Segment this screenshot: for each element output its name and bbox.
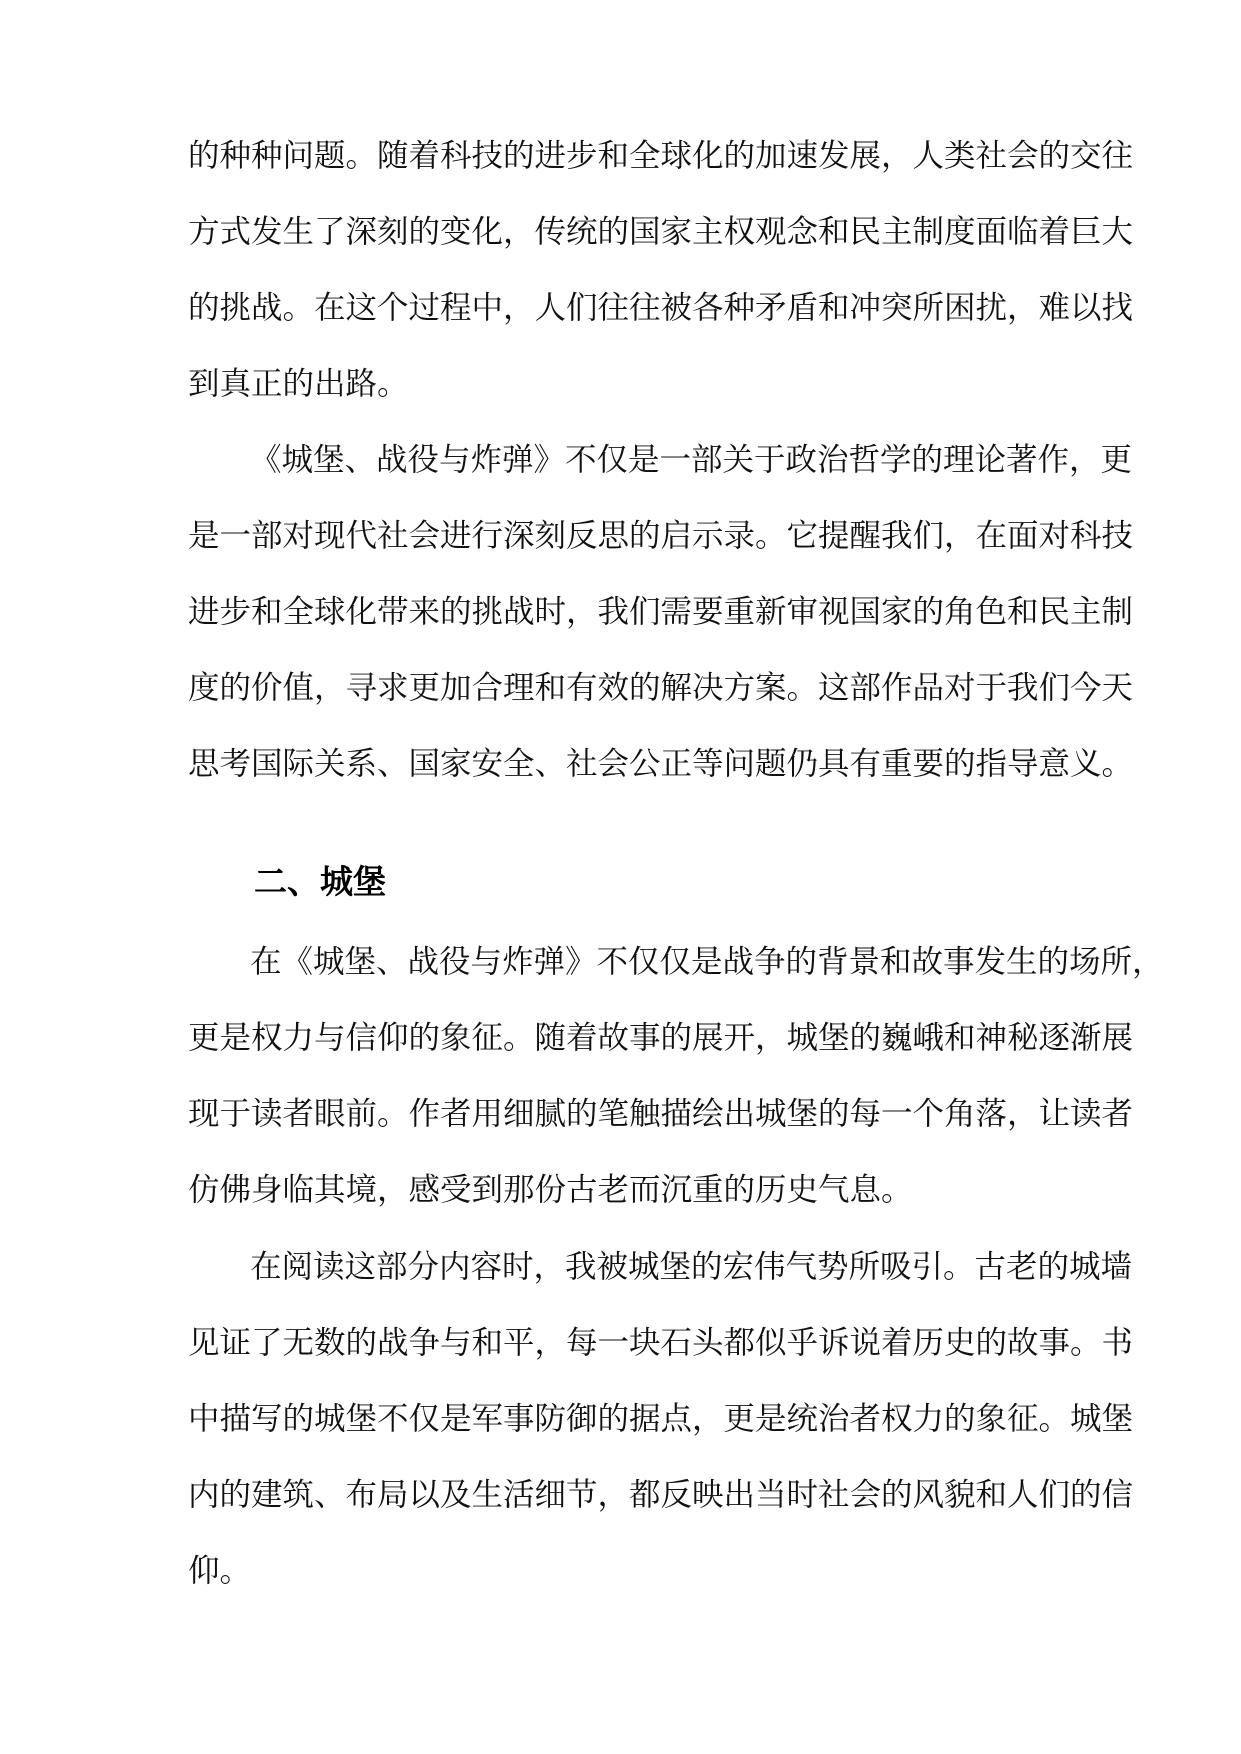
text-line: 的种种问题。随着科技的进步和全球化的加速发展，人类社会的交往	[188, 138, 1134, 174]
text-line: 中描写的城堡不仅是军事防御的据点，更是统治者权力的象征。城堡	[188, 1401, 1134, 1437]
text-line: 的挑战。在这个过程中，人们往往被各种矛盾和冲突所困扰，难以找	[188, 290, 1134, 326]
text-line: 见证了无数的战争与和平，每一块石头都似乎诉说着历史的故事。书	[188, 1325, 1134, 1361]
text-line: 是一部对现代社会进行深刻反思的启示录。它提醒我们，在面对科技	[188, 518, 1134, 554]
text-line: 现于读者眼前。作者用细腻的笔触描绘出城堡的每一个角落，让读者	[188, 1096, 1134, 1132]
text-line: 度的价值，寻求更加合理和有效的解决方案。这部作品对于我们今天	[188, 670, 1134, 706]
text-line: 《城堡、战役与炸弹》不仅是一部关于政治哲学的理论著作，更	[250, 442, 1133, 478]
text-line: 内的建筑、布局以及生活细节，都反映出当时社会的风貌和人们的信	[188, 1477, 1134, 1513]
text-line: 进步和全球化带来的挑战时，我们需要重新审视国家的角色和民主制	[188, 594, 1134, 630]
text-line: 方式发生了深刻的变化，传统的国家主权观念和民主制度面临着巨大	[188, 214, 1134, 250]
text-line: 思考国际关系、国家安全、社会公正等问题仍具有重要的指导意义。	[188, 746, 1134, 782]
text-line: 到真正的出路。	[188, 366, 409, 402]
text-line: 仰。	[188, 1553, 252, 1589]
text-line: 仿佛身临其境，感受到那份古老而沉重的历史气息。	[188, 1172, 913, 1208]
text-line: 在《城堡、战役与炸弹》不仅仅是战争的背景和故事发生的场所，	[250, 944, 1164, 980]
text-line: 更是权力与信仰的象征。随着故事的展开，城堡的巍峨和神秘逐渐展	[188, 1020, 1134, 1056]
section-heading: 二、城堡	[254, 862, 386, 901]
text-line: 在阅读这部分内容时，我被城堡的宏伟气势所吸引。古老的城墙	[250, 1249, 1133, 1285]
